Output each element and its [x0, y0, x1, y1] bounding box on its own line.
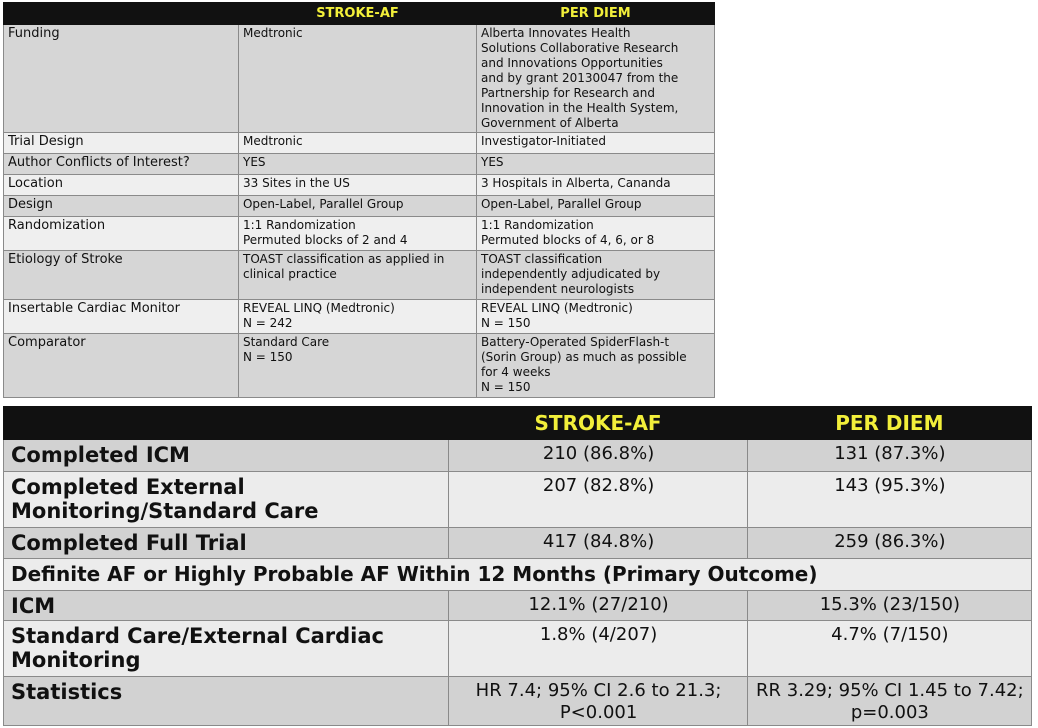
row-label: Trial Design	[4, 133, 239, 154]
row-label: Location	[4, 175, 239, 196]
stroke-af-cell: 1:1 Randomization Permuted blocks of 2 and 4	[238, 217, 476, 251]
per-diem-cell: Alberta Innovates Health Solutions Collaborative Research and Innovations Opportunities and by grant 20130047 from the Partnership for Research and Innovation in the Health System, Government of Alberta	[476, 25, 714, 133]
stroke-af-cell: YES	[238, 154, 476, 175]
stroke-af-cell: 417 (84.8%)	[449, 528, 747, 559]
stroke-af-cell: Standard Care N = 150	[238, 334, 476, 398]
table-row	[4, 251, 715, 300]
primary-outcome-heading: Definite AF or Highly Probable AF Within 12 Months (Primary Outcome)	[4, 559, 1032, 591]
table-header-row	[4, 407, 1032, 440]
row-label: Design	[4, 196, 239, 217]
row-label: Statistics	[4, 677, 449, 726]
stroke-af-cell: 210 (86.8%)	[449, 440, 747, 472]
header-blank	[4, 3, 239, 25]
stroke-af-cell: 12.1% (27/210)	[449, 591, 747, 621]
per-diem-cell: Battery-Operated SpiderFlash-t (Sorin Group) as much as possible for 4 weeks N = 150	[476, 334, 714, 398]
per-diem-cell: 4.7% (7/150)	[747, 621, 1031, 677]
per-diem-cell: Investigator-Initiated	[476, 133, 714, 154]
row-label: Funding	[4, 25, 239, 133]
table-row	[4, 528, 1032, 559]
trial-characteristics-table	[3, 2, 715, 398]
table-row	[4, 472, 1032, 528]
row-label: Standard Care/External Cardiac Monitoring	[4, 621, 449, 677]
per-diem-cell: YES	[476, 154, 714, 175]
per-diem-cell: 1:1 Randomization Permuted blocks of 4, 6, or 8	[476, 217, 714, 251]
table-row	[4, 25, 715, 133]
table-row	[4, 440, 1032, 472]
per-diem-cell: REVEAL LINQ (Medtronic) N = 150	[476, 300, 714, 334]
row-label: Randomization	[4, 217, 239, 251]
header-blank	[4, 407, 449, 440]
row-label: Completed External Monitoring/Standard Care	[4, 472, 449, 528]
row-label: Completed Full Trial	[4, 528, 449, 559]
table-row	[4, 334, 715, 398]
trial-results-table	[3, 406, 1032, 726]
table-row	[4, 559, 1032, 591]
stroke-af-cell: Open-Label, Parallel Group	[238, 196, 476, 217]
table-row	[4, 196, 715, 217]
table-row	[4, 300, 715, 334]
row-label: Insertable Cardiac Monitor	[4, 300, 239, 334]
header-per-diem: PER DIEM	[747, 407, 1031, 440]
stroke-af-cell: TOAST classification as applied in clinical practice	[238, 251, 476, 300]
table-row	[4, 154, 715, 175]
per-diem-cell: 131 (87.3%)	[747, 440, 1031, 472]
header-per-diem: PER DIEM	[476, 3, 714, 25]
row-label: ICM	[4, 591, 449, 621]
stroke-af-cell: 207 (82.8%)	[449, 472, 747, 528]
table-row	[4, 677, 1032, 726]
header-stroke-af: STROKE-AF	[238, 3, 476, 25]
row-label: Author Conflicts of Interest?	[4, 154, 239, 175]
stroke-af-cell: 33 Sites in the US	[238, 175, 476, 196]
row-label: Completed ICM	[4, 440, 449, 472]
table-row	[4, 621, 1032, 677]
table-row	[4, 175, 715, 196]
row-label: Etiology of Stroke	[4, 251, 239, 300]
stroke-af-cell: Medtronic	[238, 133, 476, 154]
table-row	[4, 133, 715, 154]
per-diem-cell: 143 (95.3%)	[747, 472, 1031, 528]
per-diem-cell: 15.3% (23/150)	[747, 591, 1031, 621]
per-diem-cell: Open-Label, Parallel Group	[476, 196, 714, 217]
per-diem-cell: TOAST classification independently adjudicated by independent neurologists	[476, 251, 714, 300]
row-label: Comparator	[4, 334, 239, 398]
table-row	[4, 591, 1032, 621]
per-diem-cell: 3 Hospitals in Alberta, Cananda	[476, 175, 714, 196]
stroke-af-cell: 1.8% (4/207)	[449, 621, 747, 677]
header-stroke-af: STROKE-AF	[449, 407, 747, 440]
stroke-af-cell: Medtronic	[238, 25, 476, 133]
per-diem-cell: RR 3.29; 95% CI 1.45 to 7.42; p=0.003	[747, 677, 1031, 726]
stroke-af-cell: HR 7.4; 95% CI 2.6 to 21.3; P<0.001	[449, 677, 747, 726]
per-diem-cell: 259 (86.3%)	[747, 528, 1031, 559]
table-header-row	[4, 3, 715, 25]
table-row	[4, 217, 715, 251]
stroke-af-cell: REVEAL LINQ (Medtronic) N = 242	[238, 300, 476, 334]
